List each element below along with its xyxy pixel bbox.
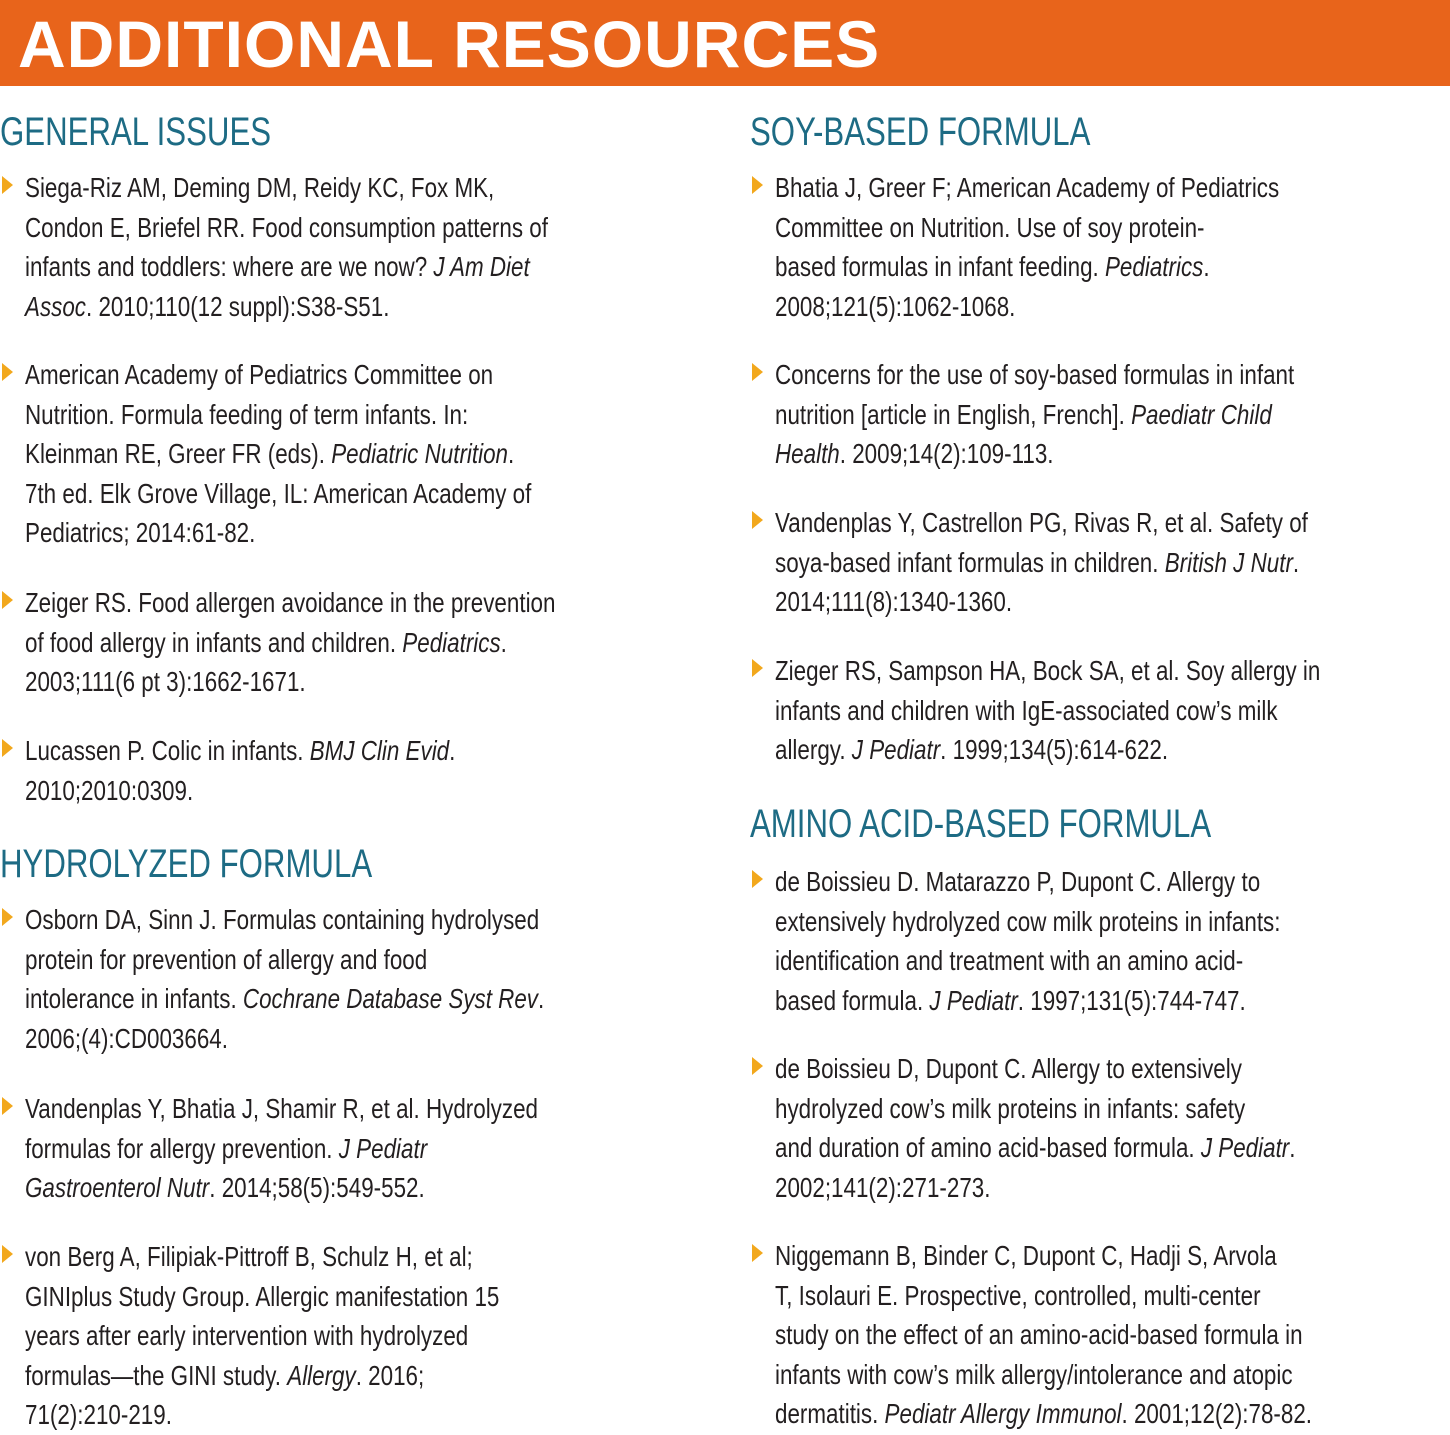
reference-run: .: [500, 626, 507, 658]
reference-line: [775, 902, 1281, 942]
page-title: ADDITIONAL RESOURCES: [18, 7, 881, 81]
reference-run: Osborn DA, Sinn J. Formulas containing hydrolysed: [25, 904, 540, 935]
reference-run: formulas—the GINI study.: [25, 1359, 288, 1391]
reference-run: 2002;141(2):271-273.: [775, 1171, 991, 1203]
reference-line: [25, 513, 451, 553]
reference-run: Kleinman RE, Greer FR (eds).: [25, 438, 332, 469]
reference-run: of food allergy in infants and children.: [25, 626, 403, 658]
reference-line: [25, 900, 540, 940]
reference-text: [25, 1089, 538, 1208]
reference-run: Vandenplas Y, Bhatia J, Shamir R, et al. Hydrolyzed: [25, 1093, 538, 1124]
reference-run: . 2014;58(5):549-552.: [209, 1172, 425, 1203]
bullet-arrow-icon: [2, 739, 13, 757]
reference-run: . 1999;134(5):614-622.: [940, 734, 1169, 765]
reference-line: [775, 287, 1201, 327]
reference-run: Bhatia J, Greer F; American Academy of Pediatrics: [775, 172, 1280, 203]
reference-run: Lucassen P. Colic in infants.: [25, 735, 310, 766]
reference-line: [775, 730, 1201, 770]
reference-run: 2008;121(5):1062-1068.: [775, 290, 1016, 322]
reference-line: [775, 1355, 1293, 1395]
reference-run: infants with cow’s milk allergy/intolerance and atopic: [775, 1358, 1293, 1390]
journal-title: Pediatrics: [1104, 251, 1204, 282]
reference-text: [775, 168, 1280, 326]
bullet-arrow-icon: [2, 176, 13, 194]
reference-run: Pediatrics; 2014:61-82.: [25, 517, 256, 548]
reference-line: [775, 1049, 1242, 1089]
reference-text: [25, 583, 556, 702]
reference-line: [775, 247, 1210, 287]
reference-run: 2006;(4):CD003664.: [25, 1022, 228, 1054]
journal-title: Pediatr Allergy Immunol: [884, 1398, 1122, 1429]
reference-line: [25, 1129, 451, 1169]
reference-run: de Boissieu D. Matarazzo P, Dupont C. Allergy to: [775, 866, 1261, 897]
reference-line: [25, 1395, 451, 1435]
journal-title: J Pediatr: [851, 734, 941, 765]
journal-title: Gastroenterol Nutr: [25, 1172, 210, 1203]
reference-run: 2003;111(6 pt 3):1662-1671.: [25, 666, 306, 697]
section-heading-hydrolyzed-formula: HYDROLYZED FORMULA: [0, 842, 373, 886]
reference-run: .: [1292, 546, 1300, 578]
reference-run: von Berg A, Filipiak-Pittroff B, Schulz H, et al;: [25, 1241, 473, 1272]
reference-run: allergy.: [775, 734, 852, 765]
reference-line: [775, 1236, 1277, 1276]
reference-line: [775, 981, 1246, 1021]
reference-run: 71(2):210-219.: [25, 1399, 172, 1430]
reference-line: [25, 731, 456, 771]
reference-line: [25, 395, 469, 435]
journal-title: J Am Diet: [433, 251, 530, 282]
reference-run: .: [508, 438, 515, 469]
reference-run: dermatitis.: [775, 1398, 885, 1429]
reference-run: Concerns for the use of soy-based formulas in infant: [775, 359, 1295, 390]
reference-run: years after early intervention with hydrolyzed: [25, 1320, 469, 1351]
bullet-arrow-icon: [752, 511, 763, 529]
reference-line: [775, 1089, 1246, 1129]
journal-title: Allergy: [287, 1359, 356, 1391]
section-heading-soy-based-formula: SOY-BASED FORMULA: [750, 110, 1091, 154]
reference-text: [775, 1049, 1296, 1207]
reference-run: extensively hydrolyzed cow milk proteins in infants:: [775, 905, 1281, 937]
reference-line: [25, 168, 495, 208]
bullet-arrow-icon: [2, 591, 13, 609]
journal-title: Pediatric Nutrition: [331, 438, 509, 469]
reference-run: infants and toddlers: where are we now?: [25, 251, 434, 282]
reference-run: . 1997;131(5):744-747.: [1017, 984, 1246, 1016]
reference-run: nutrition [article in English, French].: [775, 398, 1132, 430]
reference-run: protein for prevention of allergy and food: [25, 943, 428, 975]
reference-text: [775, 862, 1281, 1020]
reference-line: [775, 168, 1280, 208]
reference-run: T, Isolauri E. Prospective, controlled, multi-center: [775, 1279, 1261, 1311]
reference-text: [775, 355, 1295, 474]
reference-run: . 2001;12(2):78-82.: [1121, 1398, 1313, 1429]
reference-run: . 2010;110(12 suppl):S38-S51.: [86, 290, 390, 322]
reference-text: [25, 168, 548, 326]
reference-run: intolerance in infants.: [25, 983, 243, 1014]
journal-title: J Pediatr: [1200, 1132, 1290, 1163]
reference-run: Siega-Riz AM, Deming DM, Reidy KC, Fox MK,: [25, 172, 495, 203]
reference-line: [775, 582, 1201, 622]
reference-line: [25, 771, 451, 811]
bullet-arrow-icon: [752, 1057, 763, 1075]
reference-line: [775, 941, 1244, 981]
title-banner: [0, 0, 1450, 86]
journal-title: Pediatrics: [402, 626, 501, 658]
reference-line: [775, 1168, 1201, 1208]
reference-run: .: [538, 983, 545, 1014]
reference-run: GINIplus Study Group. Allergic manifestation 15: [25, 1280, 500, 1312]
bullet-arrow-icon: [752, 659, 763, 677]
journal-title: Health: [775, 438, 840, 469]
reference-text: [25, 900, 545, 1058]
reference-line: [25, 1019, 451, 1059]
reference-run: Zieger RS, Sampson HA, Bock SA, et al. Soy allergy in: [775, 655, 1321, 686]
reference-line: [25, 355, 494, 395]
reference-run: hydrolyzed cow’s milk proteins in infants: safety: [775, 1092, 1246, 1124]
bullet-arrow-icon: [2, 363, 13, 381]
reference-run: de Boissieu D, Dupont C. Allergy to extensively: [775, 1053, 1242, 1084]
journal-title: Paediatr Child: [1131, 398, 1272, 430]
reference-line: [25, 979, 545, 1019]
reference-run: based formula.: [775, 984, 930, 1016]
bullet-arrow-icon: [752, 870, 763, 888]
reference-text: [25, 355, 532, 553]
reference-run: . 2009;14(2):109-113.: [839, 438, 1054, 469]
reference-line: [775, 1128, 1296, 1168]
journal-title: British J Nutr: [1164, 546, 1293, 578]
reference-text: [25, 731, 456, 810]
reference-line: [775, 691, 1278, 731]
journal-title: Assoc: [25, 290, 86, 322]
bullet-arrow-icon: [2, 1245, 13, 1263]
reference-run: .: [449, 735, 456, 766]
reference-line: [775, 208, 1205, 248]
reference-text: [775, 1236, 1313, 1434]
reference-line: [775, 543, 1300, 583]
reference-run: .: [1203, 251, 1210, 282]
reference-run: Niggemann B, Binder C, Dupont C, Hadji S, Arvola: [775, 1240, 1277, 1271]
reference-run: Vandenplas Y, Castrellon PG, Rivas R, et al. Safety of: [775, 507, 1308, 538]
reference-run: American Academy of Pediatrics Committee on: [25, 359, 494, 390]
reference-line: [775, 1315, 1303, 1355]
reference-line: [25, 434, 515, 474]
reference-run: soya-based infant formulas in children.: [775, 546, 1165, 578]
reference-line: [25, 662, 451, 702]
reference-line: [25, 1277, 500, 1317]
reference-run: identification and treatment with an amino acid-: [775, 945, 1244, 976]
reference-line: [25, 474, 532, 514]
section-heading-amino-acid-based-formula: AMINO ACID-BASED FORMULA: [750, 802, 1212, 846]
reference-line: [775, 355, 1295, 395]
reference-line: [775, 434, 1201, 474]
reference-run: formulas for allergy prevention.: [25, 1132, 339, 1164]
reference-line: [25, 208, 548, 248]
reference-run: 7th ed. Elk Grove Village, IL: American Academy of: [25, 477, 532, 509]
bullet-arrow-icon: [752, 176, 763, 194]
section-heading-general-issues: GENERAL ISSUES: [0, 110, 272, 154]
reference-line: [25, 1168, 451, 1208]
reference-line: [775, 651, 1321, 691]
reference-line: [25, 1356, 451, 1396]
reference-run: Nutrition. Formula feeding of term infants. In:: [25, 398, 469, 430]
reference-line: [775, 503, 1308, 543]
reference-run: Condon E, Briefel RR. Food consumption patterns of: [25, 211, 548, 243]
journal-title: Cochrane Database Syst Rev: [242, 983, 538, 1014]
reference-run: and duration of amino acid-based formula.: [775, 1132, 1201, 1163]
reference-text: [25, 1237, 500, 1435]
reference-run: 2014;111(8):1340-1360.: [775, 586, 1013, 617]
reference-run: Zeiger RS. Food allergen avoidance in the prevention: [25, 587, 556, 618]
reference-line: [25, 247, 530, 287]
reference-line: [25, 583, 556, 623]
reference-text: [775, 651, 1321, 770]
reference-run: .: [1289, 1132, 1296, 1163]
reference-text: [775, 503, 1308, 622]
reference-run: . 2016;: [355, 1359, 425, 1391]
journal-title: J Pediatr: [338, 1132, 428, 1164]
reference-run: Committee on Nutrition. Use of soy protein-: [775, 211, 1205, 243]
reference-run: based formulas in infant feeding.: [775, 251, 1105, 282]
bullet-arrow-icon: [752, 363, 763, 381]
reference-run: study on the effect of an amino-acid-based formula in: [775, 1319, 1303, 1350]
reference-line: [775, 1276, 1261, 1316]
reference-line: [25, 1316, 469, 1356]
reference-line: [25, 623, 507, 663]
bullet-arrow-icon: [2, 908, 13, 926]
bullet-arrow-icon: [2, 1097, 13, 1115]
reference-line: [25, 287, 451, 327]
journal-title: J Pediatr: [929, 984, 1018, 1016]
reference-line: [775, 862, 1261, 902]
reference-line: [775, 1394, 1313, 1434]
journal-title: BMJ Clin Evid: [309, 735, 450, 766]
reference-line: [25, 940, 451, 980]
reference-line: [25, 1237, 473, 1277]
reference-run: 2010;2010:0309.: [25, 774, 194, 806]
reference-line: [775, 395, 1272, 435]
bullet-arrow-icon: [752, 1244, 763, 1262]
reference-line: [25, 1089, 538, 1129]
reference-run: infants and children with IgE-associated cow’s milk: [775, 694, 1278, 726]
